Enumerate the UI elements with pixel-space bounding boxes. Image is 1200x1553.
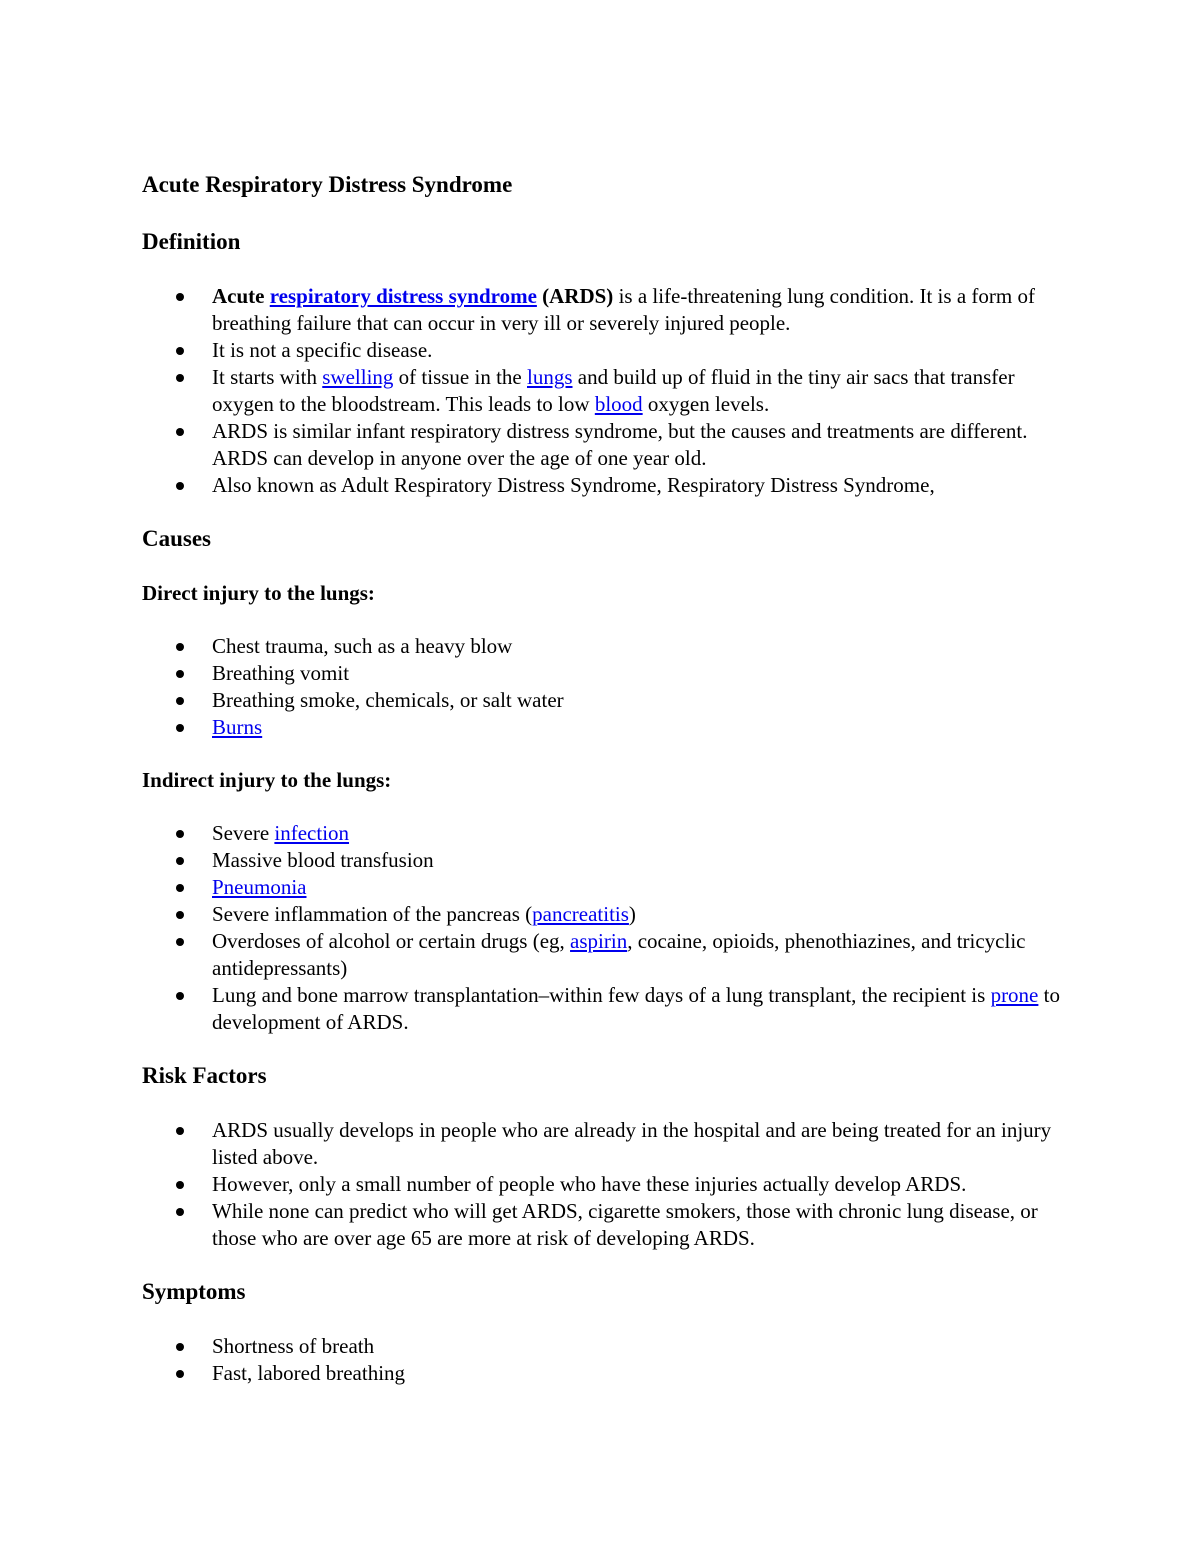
link-swelling[interactable]: swelling (322, 365, 394, 389)
list-item-text: It is not a specific disease. (212, 338, 433, 362)
link-respiratory-distress-syndrome[interactable]: respiratory distress syndrome (269, 284, 537, 308)
list-item (212, 1198, 1072, 1252)
list-item (212, 418, 1072, 472)
list-item-text: Breathing vomit (212, 661, 350, 685)
document-page (142, 170, 1072, 1387)
list-item (212, 1171, 1072, 1198)
risk-factors-heading: Risk Factors (142, 1063, 267, 1088)
list-item-text: oxygen levels. (642, 392, 770, 416)
list-item (212, 687, 1072, 714)
list-item (212, 1333, 1072, 1360)
page-title: Acute Respiratory Distress Syndrome (142, 172, 513, 197)
list-item-text: Overdoses of alcohol or certain drugs (eg, (212, 929, 571, 953)
list-item (212, 982, 1072, 1036)
list-item-text: ARDS usually develops in people who are already in the hospital and are being treated for an injury listed above. (212, 1118, 1052, 1169)
link-blood[interactable]: blood (594, 392, 643, 416)
list-item (212, 364, 1072, 418)
list-item (212, 337, 1072, 364)
link-burns[interactable]: Burns (212, 715, 263, 739)
direct-injury-list (142, 633, 1072, 741)
list-item-text: to development of ARDS. (212, 983, 1060, 1034)
list-item-text: ARDS is similar infant respiratory distress syndrome, but the causes and treatments are different. ARDS can develop in anyone over the age of one year old. (212, 419, 1028, 470)
list-item-text: Massive blood transfusion (212, 848, 434, 872)
list-item-text: Severe inflammation of the pancreas ( (212, 902, 533, 926)
list-item-text: is a life-threatening lung condition. It is a form of breathing failure that can occur in very ill or severely injured people. (212, 284, 1035, 335)
bold-text: (ARDS) (536, 284, 614, 308)
list-item-text: Shortness of breath (212, 1334, 375, 1358)
link-aspirin[interactable]: aspirin (570, 929, 628, 953)
list-item (212, 633, 1072, 660)
link-pneumonia[interactable]: Pneumonia (212, 875, 307, 899)
list-item-text: Also known as Adult Respiratory Distress Syndrome, Respiratory Distress Syndrome, (212, 473, 935, 497)
definition-list (142, 283, 1072, 499)
link-pancreatitis[interactable]: pancreatitis (532, 902, 629, 926)
list-item-text: While none can predict who will get ARDS, cigarette smokers, those with chronic lung disease, or those who are over age 65 are more at risk of developing ARDS. (212, 1199, 1038, 1250)
list-item (212, 1360, 1072, 1387)
link-infection[interactable]: infection (274, 821, 350, 845)
definition-heading: Definition (142, 229, 241, 254)
risk-factors-list (142, 1117, 1072, 1252)
list-item (212, 874, 1072, 901)
list-item (212, 847, 1072, 874)
list-item (212, 714, 1072, 741)
list-item (212, 660, 1072, 687)
list-item-text: , cocaine, opioids, phenothiazines, and tricyclic antidepressants) (212, 929, 1026, 980)
list-item (212, 472, 1072, 499)
bold-text: Acute (212, 284, 270, 308)
list-item-text: Severe (212, 821, 275, 845)
symptoms-list (142, 1333, 1072, 1387)
list-item (212, 901, 1072, 928)
list-item-text: Fast, labored breathing (212, 1361, 406, 1385)
list-item-text: ) (628, 902, 636, 926)
list-item-text: Chest trauma, such as a heavy blow (212, 634, 513, 658)
list-item-text: of tissue in the (393, 365, 527, 389)
list-item (212, 820, 1072, 847)
indirect-injury-list (142, 820, 1072, 1036)
symptoms-heading: Symptoms (142, 1279, 246, 1304)
direct-injury-heading: Direct injury to the lungs: (142, 581, 375, 605)
indirect-injury-heading: Indirect injury to the lungs: (142, 768, 392, 792)
list-item (212, 1117, 1072, 1171)
list-item (212, 283, 1072, 337)
list-item-text: It starts with (212, 365, 323, 389)
link-lungs[interactable]: lungs (527, 365, 573, 389)
list-item (212, 928, 1072, 982)
causes-heading: Causes (142, 526, 212, 551)
link-prone[interactable]: prone (990, 983, 1039, 1007)
list-item-text: Lung and bone marrow transplantation–within few days of a lung transplant, the recipient is (212, 983, 991, 1007)
list-item-text: However, only a small number of people who have these injuries actually develop ARDS. (212, 1172, 967, 1196)
list-item-text: Breathing smoke, chemicals, or salt water (212, 688, 564, 712)
list-item-text: and build up of fluid in the tiny air sacs that transfer oxygen to the bloodstream. This leads to low (212, 365, 1015, 416)
